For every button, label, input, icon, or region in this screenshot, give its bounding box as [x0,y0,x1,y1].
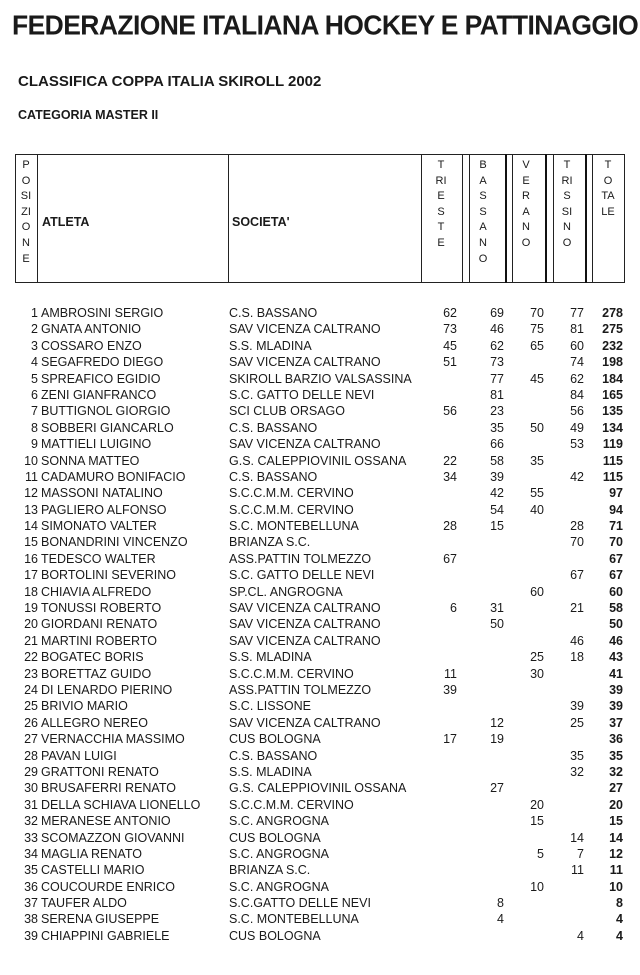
athlete-cell: ZENI GIANFRANCO [41,387,157,402]
trieste-points-cell: 73 [443,322,457,337]
table-row [0,731,640,747]
trieste-points-cell: 39 [443,682,457,697]
athlete-cell: MASSONI NATALINO [41,486,163,501]
position-cell: 17 [24,568,38,583]
club-cell: S.C.C.M.M. CERVINO [229,486,354,501]
athlete-cell: SONNA MATTEO [41,453,140,468]
total-points-cell: 43 [609,650,623,665]
trieste-points-cell: 22 [443,453,457,468]
athlete-cell: BORETTAZ GUIDO [41,666,152,681]
table-row [0,534,640,550]
position-cell: 30 [24,781,38,796]
verano-points-cell: 35 [530,453,544,468]
bassano-points-cell: 73 [490,355,504,370]
athlete-cell: COUCOURDE ENRICO [41,879,176,894]
position-cell: 25 [24,699,38,714]
table-row [0,862,640,878]
trieste-points-cell: 51 [443,355,457,370]
bassano-points-cell: 27 [490,781,504,796]
table-row [0,633,640,649]
position-cell: 14 [24,519,38,534]
club-cell: SAV VICENZA CALTRANO [229,322,381,337]
header-posizione: POSIZIONE [20,159,32,265]
position-cell: 1 [31,306,38,320]
athlete-cell: BONANDRINI VINCENZO [41,535,188,550]
athlete-cell: PAVAN LUIGI [41,748,117,763]
bassano-points-cell: 58 [490,453,504,468]
club-cell: S.C. GATTO DELLE NEVI [229,387,375,402]
trieste-points-cell: 67 [443,551,457,566]
header-divider [469,154,470,283]
trissino-points-cell: 56 [570,404,584,419]
table-row [0,764,640,780]
club-cell: C.S. BASSANO [229,748,318,763]
athlete-cell: GNATA ANTONIO [41,322,142,337]
total-points-cell: 15 [609,814,623,829]
position-cell: 37 [24,896,38,911]
athlete-cell: GIORDANI RENATO [41,617,158,632]
total-points-cell: 39 [609,682,623,697]
header-divider [592,154,593,283]
club-cell: G.S. CALEPPIOVINIL OSSANA [229,781,407,796]
bassano-points-cell: 42 [490,486,504,501]
position-cell: 26 [24,715,38,730]
athlete-cell: CADAMURO BONIFACIO [41,469,186,484]
athlete-cell: GRATTONI RENATO [41,764,159,779]
total-points-cell: 39 [609,699,623,714]
athlete-cell: SOBBERI GIANCARLO [41,420,174,435]
header-divider [421,154,422,283]
bassano-points-cell: 23 [490,404,504,419]
header-divider [228,154,229,283]
verano-points-cell: 65 [530,338,544,353]
total-points-cell: 60 [609,584,623,599]
table-header-box [15,154,625,283]
club-cell: S.C. LISSONE [229,699,311,714]
athlete-cell: ALLEGRO NEREO [41,715,148,730]
total-points-cell: 8 [616,896,623,911]
total-points-cell: 134 [602,420,623,435]
athlete-cell: PAGLIERO ALFONSO [41,502,167,517]
club-cell: S.C.C.M.M. CERVINO [229,797,354,812]
trissino-points-cell: 35 [570,748,584,763]
position-cell: 38 [24,912,38,927]
position-cell: 21 [24,633,38,648]
verano-points-cell: 15 [530,814,544,829]
position-cell: 19 [24,601,38,616]
athlete-cell: TAUFER ALDO [41,896,127,911]
verano-points-cell: 30 [530,666,544,681]
total-points-cell: 70 [609,535,623,550]
club-cell: SAV VICENZA CALTRANO [229,617,381,632]
total-points-cell: 232 [602,338,623,353]
trissino-points-cell: 70 [570,535,584,550]
bassano-points-cell: 39 [490,469,504,484]
athlete-cell: SERENA GIUSEPPE [41,912,160,927]
table-row [0,502,640,518]
club-cell: S.C.GATTO DELLE NEVI [229,896,371,911]
header-societa: SOCIETA' [232,215,290,229]
bassano-points-cell: 4 [497,912,504,927]
trissino-points-cell: 39 [570,699,584,714]
verano-points-cell: 50 [530,420,544,435]
trissino-points-cell: 77 [570,306,584,320]
trieste-points-cell: 45 [443,338,457,353]
bassano-points-cell: 19 [490,732,504,747]
header-divider [585,154,587,283]
club-cell: SAV VICENZA CALTRANO [229,633,381,648]
table-row [0,780,640,796]
club-cell: S.S. MLADINA [229,764,312,779]
club-cell: S.C. ANGROGNA [229,846,330,861]
position-cell: 3 [31,338,38,353]
club-cell: ASS.PATTIN TOLMEZZO [229,682,372,697]
trissino-points-cell: 49 [570,420,584,435]
verano-points-cell: 45 [530,371,544,386]
athlete-cell: BRIVIO MARIO [41,699,128,714]
table-row [0,567,640,583]
total-points-cell: 11 [609,863,623,878]
position-cell: 34 [24,846,38,861]
total-points-cell: 115 [602,469,623,484]
verano-points-cell: 55 [530,486,544,501]
bassano-points-cell: 54 [490,502,504,517]
position-cell: 18 [24,584,38,599]
club-cell: CUS BOLOGNA [229,732,321,747]
table-row [0,305,640,321]
table-row [0,698,640,714]
verano-points-cell: 70 [530,306,544,320]
position-cell: 2 [31,322,38,337]
club-cell: S.C.C.M.M. CERVINO [229,666,354,681]
header-verano: VERANO [521,159,531,249]
position-cell: 31 [24,797,38,812]
position-cell: 24 [24,682,38,697]
club-cell: S.S. MLADINA [229,338,312,353]
table-row [0,748,640,764]
total-points-cell: 67 [609,568,623,583]
table-row [0,846,640,862]
table-row [0,797,640,813]
total-points-cell: 14 [609,830,623,845]
trissino-points-cell: 84 [570,387,584,402]
trissino-points-cell: 53 [570,437,584,452]
trissino-points-cell: 60 [570,338,584,353]
category-heading: CATEGORIA MASTER II [18,108,159,122]
athlete-cell: SEGAFREDO DIEGO [41,355,164,370]
total-points-cell: 4 [616,928,623,943]
table-row [0,895,640,911]
club-cell: SAV VICENZA CALTRANO [229,355,381,370]
verano-points-cell: 20 [530,797,544,812]
header-divider [15,154,16,283]
position-cell: 28 [24,748,38,763]
trissino-points-cell: 42 [570,469,584,484]
total-points-cell: 10 [609,879,623,894]
total-points-cell: 27 [609,781,623,796]
header-divider [553,154,554,283]
club-cell: C.S. BASSANO [229,306,318,320]
total-points-cell: 50 [609,617,623,632]
table-row [0,928,640,944]
club-cell: S.C. ANGROGNA [229,879,330,894]
header-divider [505,154,507,283]
total-points-cell: 37 [609,715,623,730]
position-cell: 15 [24,535,38,550]
total-points-cell: 35 [609,748,623,763]
trieste-points-cell: 62 [443,306,457,320]
trissino-points-cell: 62 [570,371,584,386]
header-trieste: TRIESTE [435,159,447,249]
athlete-cell: SCOMAZZON GIOVANNI [41,830,185,845]
club-cell: SCI CLUB ORSAGO [229,404,345,419]
trissino-points-cell: 7 [577,846,584,861]
total-points-cell: 97 [609,486,623,501]
total-points-cell: 67 [609,551,623,566]
athlete-cell: DELLA SCHIAVA LIONELLO [41,797,201,812]
bassano-points-cell: 31 [490,601,504,616]
verano-points-cell: 5 [537,846,544,861]
trissino-points-cell: 11 [571,863,584,878]
trieste-points-cell: 17 [443,732,457,747]
verano-points-cell: 40 [530,502,544,517]
table-row [0,682,640,698]
athlete-cell: MAGLIA RENATO [41,846,142,861]
table-row [0,403,640,419]
athlete-cell: SIMONATO VALTER [41,519,157,534]
total-points-cell: 46 [609,633,623,648]
trieste-points-cell: 6 [450,601,457,616]
position-cell: 9 [31,437,38,452]
athlete-cell: MARTINI ROBERTO [41,633,157,648]
club-cell: CUS BOLOGNA [229,928,321,943]
position-cell: 32 [24,814,38,829]
table-row [0,666,640,682]
athlete-cell: BORTOLINI SEVERINO [41,568,176,583]
table-row [0,436,640,452]
position-cell: 7 [31,404,38,419]
trissino-points-cell: 25 [570,715,584,730]
trieste-points-cell: 28 [443,519,457,534]
total-points-cell: 115 [602,453,623,468]
trissino-points-cell: 28 [570,519,584,534]
position-cell: 6 [31,387,38,402]
position-cell: 12 [24,486,38,501]
club-cell: SAV VICENZA CALTRANO [229,601,381,616]
bassano-points-cell: 81 [490,387,504,402]
bassano-points-cell: 69 [490,306,504,320]
table-row [0,453,640,469]
trissino-points-cell: 18 [570,650,584,665]
position-cell: 29 [24,764,38,779]
header-bassano: BASSANO [478,159,488,265]
table-row [0,616,640,632]
athlete-cell: SPREAFICO EGIDIO [41,371,161,386]
table-row [0,813,640,829]
club-cell: SAV VICENZA CALTRANO [229,715,381,730]
trissino-points-cell: 4 [577,928,584,943]
table-row [0,879,640,895]
club-cell: C.S. BASSANO [229,420,318,435]
table-row [0,469,640,485]
position-cell: 27 [24,732,38,747]
athlete-cell: TEDESCO WALTER [41,551,156,566]
document-subtitle: CLASSIFICA COPPA ITALIA SKIROLL 2002 [18,73,322,90]
bassano-points-cell: 46 [490,322,504,337]
table-row [0,371,640,387]
club-cell: S.S. MLADINA [229,650,312,665]
bassano-points-cell: 35 [490,420,504,435]
verano-points-cell: 25 [530,650,544,665]
table-row [0,715,640,731]
header-divider [37,154,38,283]
athlete-cell: AMBROSINI SERGIO [41,306,164,320]
trieste-points-cell: 11 [444,666,457,681]
header-atleta: ATLETA [42,215,90,229]
table-row [0,518,640,534]
position-cell: 33 [24,830,38,845]
bassano-points-cell: 62 [490,338,504,353]
trissino-points-cell: 81 [570,322,584,337]
position-cell: 8 [31,420,38,435]
header-divider [462,154,463,283]
position-cell: 36 [24,879,38,894]
table-row [0,338,640,354]
position-cell: 13 [24,502,38,517]
club-cell: S.C.C.M.M. CERVINO [229,502,354,517]
club-cell: BRIANZA S.C. [229,863,311,878]
table-row [0,649,640,665]
total-points-cell: 275 [602,322,623,337]
position-cell: 39 [24,928,38,943]
bassano-points-cell: 12 [490,715,504,730]
total-points-cell: 94 [609,502,623,517]
total-points-cell: 12 [609,846,623,861]
position-cell: 23 [24,666,38,681]
ranking-table-body [0,305,640,944]
position-cell: 11 [25,469,38,484]
header-divider [545,154,547,283]
table-row [0,420,640,436]
trieste-points-cell: 34 [443,469,457,484]
club-cell: S.C. MONTEBELLUNA [229,519,359,534]
club-cell: S.C. ANGROGNA [229,814,330,829]
bassano-points-cell: 8 [497,896,504,911]
total-points-cell: 184 [602,371,623,386]
club-cell: ASS.PATTIN TOLMEZZO [229,551,372,566]
athlete-cell: MATTIELI LUIGINO [41,437,152,452]
bassano-points-cell: 50 [490,617,504,632]
club-cell: SAV VICENZA CALTRANO [229,437,381,452]
verano-points-cell: 60 [530,584,544,599]
position-cell: 20 [24,617,38,632]
position-cell: 10 [24,453,38,468]
trissino-points-cell: 32 [570,764,584,779]
trissino-points-cell: 21 [570,601,584,616]
bassano-points-cell: 66 [490,437,504,452]
position-cell: 5 [31,371,38,386]
table-row [0,551,640,567]
page-title: FEDERAZIONE ITALIANA HOCKEY E PATTINAGGIO [12,9,639,41]
table-row [0,911,640,927]
athlete-cell: BOGATEC BORIS [41,650,144,665]
total-points-cell: 4 [616,912,623,927]
table-row [0,387,640,403]
club-cell: S.C. MONTEBELLUNA [229,912,359,927]
athlete-cell: DI LENARDO PIERINO [41,682,173,697]
total-points-cell: 165 [602,387,623,402]
total-points-cell: 278 [602,306,623,320]
athlete-cell: COSSARO ENZO [41,338,142,353]
position-cell: 16 [24,551,38,566]
athlete-cell: MERANESE ANTONIO [41,814,171,829]
athlete-cell: VERNACCHIA MASSIMO [41,732,185,747]
athlete-cell: TONUSSI ROBERTO [41,601,162,616]
club-cell: BRIANZA S.C. [229,535,311,550]
club-cell: SP.CL. ANGROGNA [229,584,343,599]
club-cell: CUS BOLOGNA [229,830,321,845]
bassano-points-cell: 77 [490,371,504,386]
athlete-cell: CASTELLI MARIO [41,863,145,878]
athlete-cell: CHIAPPINI GABRIELE [41,928,170,943]
table-row [0,830,640,846]
table-row [0,485,640,501]
trissino-points-cell: 46 [570,633,584,648]
header-totale: TOTALE [601,159,615,218]
total-points-cell: 20 [609,797,623,812]
trissino-points-cell: 74 [570,355,584,370]
verano-points-cell: 75 [530,322,544,337]
bassano-points-cell: 15 [490,519,504,534]
club-cell: G.S. CALEPPIOVINIL OSSANA [229,453,407,468]
position-cell: 4 [31,355,38,370]
position-cell: 22 [24,650,38,665]
total-points-cell: 32 [609,764,623,779]
total-points-cell: 198 [602,355,623,370]
table-row [0,584,640,600]
header-divider [512,154,513,283]
athlete-cell: BUTTIGNOL GIORGIO [41,404,171,419]
total-points-cell: 41 [609,666,623,681]
header-trissino: TRISSINO [561,159,573,249]
athlete-cell: CHIAVIA ALFREDO [41,584,152,599]
trissino-points-cell: 67 [570,568,584,583]
header-divider [624,154,625,283]
trieste-points-cell: 56 [443,404,457,419]
club-cell: C.S. BASSANO [229,469,318,484]
position-cell: 35 [24,863,38,878]
trissino-points-cell: 14 [570,830,584,845]
total-points-cell: 36 [609,732,623,747]
club-cell: SKIROLL BARZIO VALSASSINA [229,371,412,386]
club-cell: S.C. GATTO DELLE NEVI [229,568,375,583]
table-row [0,600,640,616]
total-points-cell: 119 [602,437,623,452]
table-row [0,321,640,337]
total-points-cell: 58 [609,601,623,616]
total-points-cell: 71 [609,519,623,534]
verano-points-cell: 10 [530,879,544,894]
athlete-cell: BRUSAFERRI RENATO [41,781,176,796]
total-points-cell: 135 [602,404,623,419]
table-row [0,354,640,370]
